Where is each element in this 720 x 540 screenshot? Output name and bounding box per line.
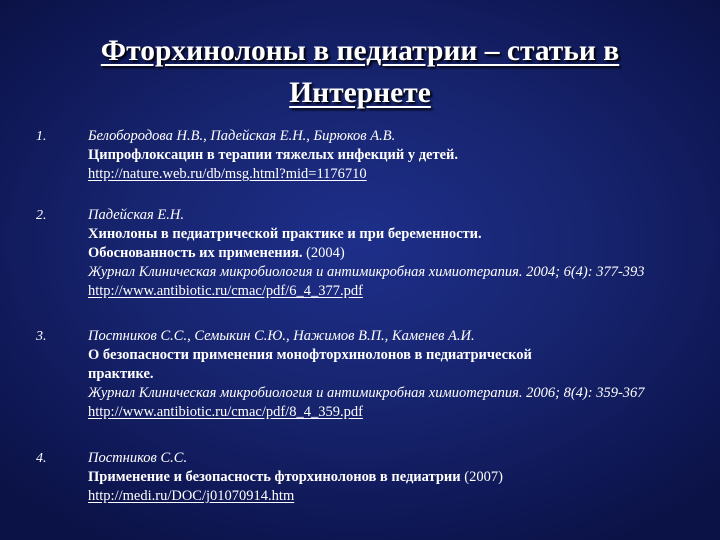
- reference-number: 3.: [36, 329, 47, 344]
- slide-title: [30, 30, 690, 114]
- reference-journal: Журнал Клиническая микробиология и антимикробная химиотерапия. 2004; 6(4): 377-393: [88, 264, 645, 280]
- reference-title-line-2: [88, 244, 698, 263]
- reference-title-text: Обоснованность их применения.: [88, 245, 303, 261]
- reference-year: (2007): [460, 469, 503, 485]
- title-line-1: Фторхинолоны в педиатрии – статьи в: [100, 35, 620, 67]
- reference-journal: Журнал Клиническая микробиология и антимикробная химиотерапия. 2006; 8(4): 359-367: [88, 385, 645, 401]
- title-line-2: Интернете: [289, 77, 431, 109]
- reference-authors: Падейская Е.Н.: [88, 207, 184, 223]
- reference-link[interactable]: http://www.antibiotic.ru/cmac/pdf/8_4_359.pdf: [88, 404, 363, 420]
- reference-number: 1.: [36, 129, 47, 144]
- reference-title-line-1: О безопасности применения монофторхинолонов в педиатрической: [88, 347, 532, 363]
- reference-title-line-2: практике.: [88, 366, 154, 382]
- reference-link[interactable]: http://www.antibiotic.ru/cmac/pdf/6_4_377.pdf: [88, 283, 363, 299]
- reference-number: 4.: [36, 451, 47, 466]
- reference-link[interactable]: http://medi.ru/DOC/j01070914.htm: [88, 488, 295, 504]
- reference-authors: Белобородова Н.В., Падейская Е.Н., Бирюков А.В.: [88, 128, 396, 144]
- reference-number: 2.: [36, 208, 47, 223]
- reference-title: Ципрофлоксацин в терапии тяжелых инфекций у детей.: [88, 147, 458, 163]
- reference-title-line-1: Хинолоны в педиатрической практике и при беременности.: [88, 226, 482, 242]
- reference-title: [88, 468, 698, 487]
- reference-title-text: Применение и безопасность фторхинолонов в педиатрии: [88, 469, 461, 485]
- reference-year: (2004): [302, 245, 345, 261]
- reference-authors: Постников С.С.: [88, 450, 188, 466]
- reference-link[interactable]: http://nature.web.ru/db/msg.html?mid=1176710: [88, 166, 367, 182]
- reference-authors: Постников С.С., Семыкин С.Ю., Нажимов В.П., Каменев А.И.: [88, 328, 475, 344]
